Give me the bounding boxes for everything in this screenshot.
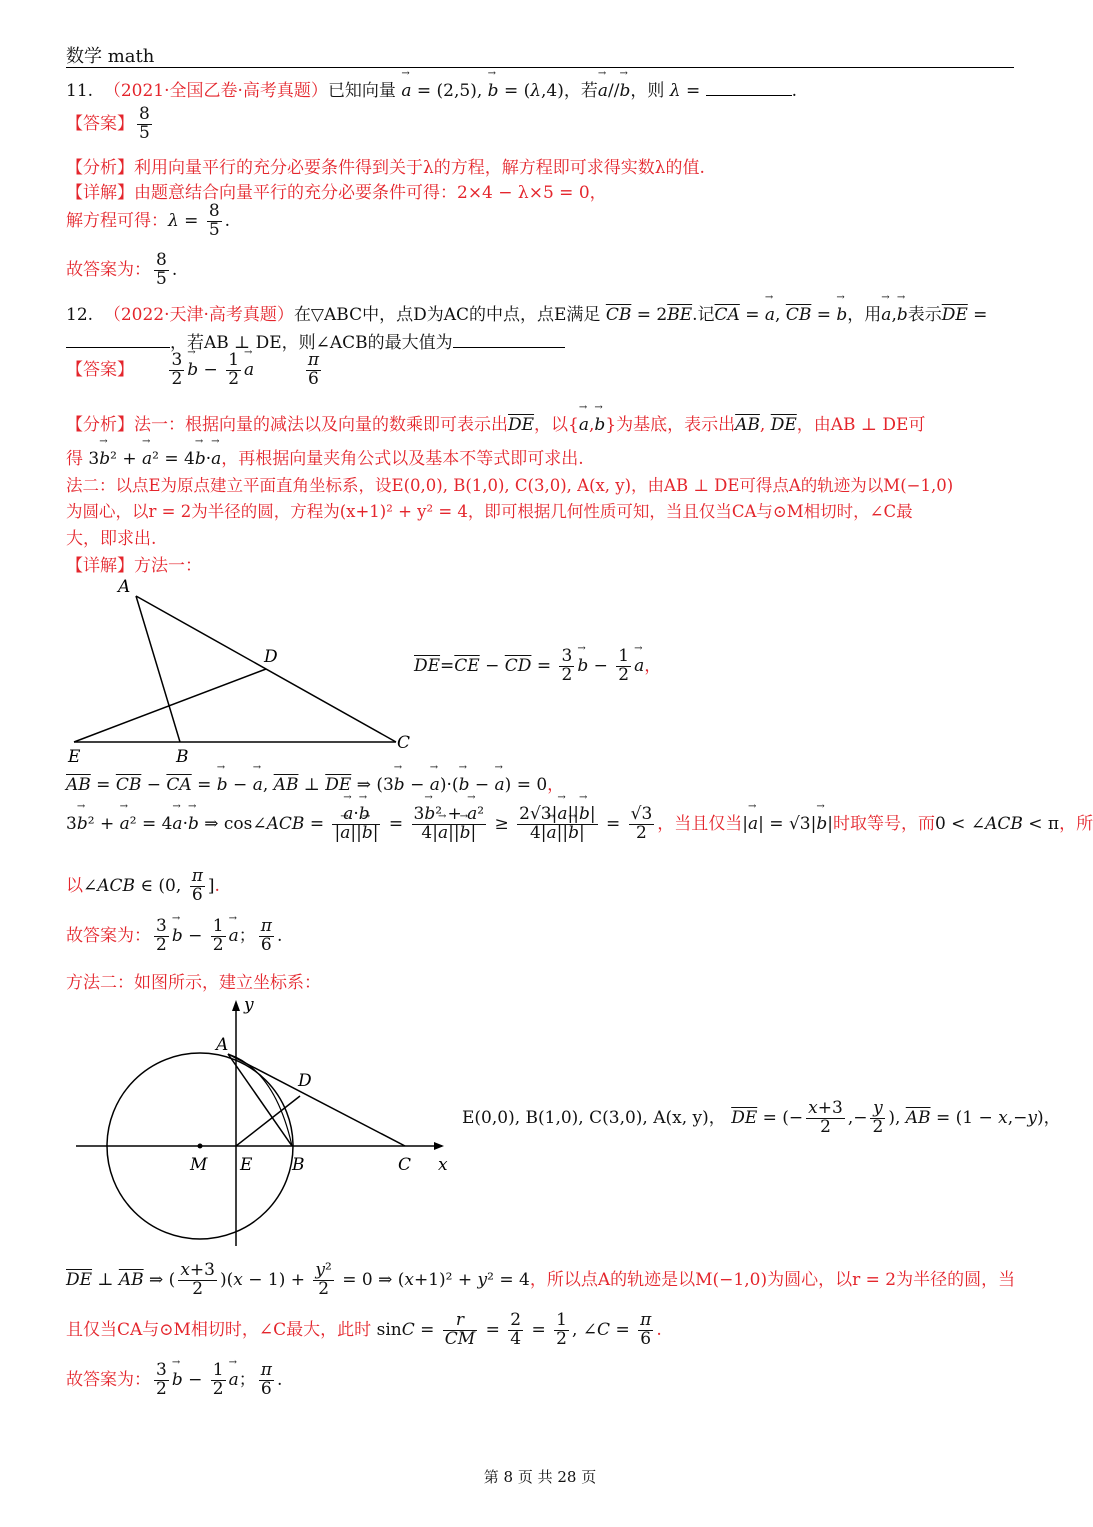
label-B: B (292, 1155, 305, 1175)
circle-figure (60, 990, 460, 1250)
label-D: D (298, 1071, 312, 1091)
q12-analysis-2: 得 3→ b² + → a² = 4→ b·→ a，再根据向量夹角公式以及基本不等式即可求出. (66, 444, 584, 469)
label-A: A (118, 577, 131, 597)
label-y: y (244, 995, 254, 1015)
q11-stem: 11. （2021·全国乙卷·高考真题）已知向量 → a = (2,5), → b = (λ,4)，若→ a//→ b，则 λ = . (66, 76, 797, 101)
q12-de-expression: $\overline{DE}=\overline{CE} - \overline{CD}$ = $\frac{3}{2}$ → b − $\frac{1}{2}$ → a， (414, 648, 661, 685)
q12-stem-line2: ，若AB ⊥ DE，则∠ACB的最大值为 (66, 328, 565, 353)
page-footer: 第 8 页 共 28 页 (483, 1468, 597, 1486)
page-header: 数学 math (66, 46, 155, 67)
header-rule (66, 67, 1014, 68)
label-B: B (176, 747, 189, 767)
label-A: A (216, 1035, 229, 1055)
q11-analysis: 【分析】利用向量平行的充分必要条件得到关于λ的方程，解方程即可求得实数λ的值. (66, 158, 705, 178)
label-E: E (68, 747, 81, 767)
label-E: E (240, 1155, 253, 1175)
q12-analysis-3: 法二：以点E为原点建立平面直角坐标系，设E(0,0), B(1,0), C(3,0), A(x, y)，由AB ⊥ DE可得点A的轨迹为以M(−1,0) (66, 476, 954, 495)
q12-cos-expression: 3→ b² + → a² = 4→ a·→ b ⇒ cos∠ACB = → $\frac{a\cdot\to b}{|\to a||\to b|}$ = $\frac{\text{3→ b² + → a²}}{4|\to a||\to b|}$ ≥ $\frac{2√3|\to a||\to b|}{4|\to a||\to b|}$ = $\frac{√3}{2}$ ，当且仅当|→ a| = √3|→ b|时取等号，而0 < ∠ACB < π，所 (66, 806, 1093, 843)
q12-ab-expression: $\overline{AB} = \overline{CB} - \overline{CA}$ = → b − → a, $\overline{AB}$ ⊥ $\overline{DE}$ ⇒ (3→ b − → a)·(→ b − → a) = 0， (66, 770, 564, 795)
label-C: C (397, 733, 411, 753)
q11-answer: 【答案】 $\frac{8}{5}$ (66, 104, 150, 143)
label-D: D (264, 647, 278, 667)
q12-coords: E(0,0), B(1,0), C(3,0), A(x, y)， $\overline{DE}$ = (− $\frac{x+3}{2}$ ,− $\frac{y}{2}$ ), $\overline{AB} = (1 - x,-y)$， (462, 1098, 1061, 1137)
q11-solve: 解方程可得：λ = $\frac{8}{5}$ . (66, 201, 231, 240)
q12-perp: $\overline{DE}$ ⊥ $\overline{AB}$ ⇒ ( $\frac{x+3}{2}$ )(x − 1) + $\frac{\text{y²}}{2}$ = 0 ⇒ (x+1)² + y² = 4，所以点A的轨迹是以M(−1,0)为圆心，以r = 2为半径的圆，当 (66, 1260, 1016, 1299)
label-M: M (190, 1155, 208, 1175)
q11-detail: 【详解】由题意结合向量平行的充分必要条件可得：2×4 − λ×5 = 0， (66, 183, 607, 203)
q12-range: 以∠ACB ∈ (0, $\frac{\pi}{6}$ ]. (66, 866, 220, 905)
label-x: x (438, 1155, 448, 1175)
q11-final: 故答案为： $\frac{8}{5}$ . (66, 250, 178, 289)
q12-analysis-4: 为圆心，以r = 2为半径的圆，方程为(x+1)² + y² = 4，即可根据几何性质可知，当且仅当CA与⊙M相切时，∠C最 (66, 502, 913, 521)
q12-analysis-1: 【分析】法一：根据向量的减法以及向量的数乘即可表示出$\overline{DE}$，以{→ a,→ b}为基底，表示出$\overline{AB}$, $\overline{DE}$，由AB ⊥ DE可 (66, 410, 925, 435)
q12-method2: 方法二：如图所示，建立坐标系： (66, 973, 321, 993)
q12-final-1: 故答案为： $\frac{3}{2}$ → b − $\frac{1}{2}$ → a； $\frac{\pi}{6}$ . (66, 918, 282, 955)
label-C: C (398, 1155, 412, 1175)
q12-analysis-5: 大，即求出. (66, 529, 157, 549)
q12-tangent: 且仅当CA与⊙M相切时，∠C最大，此时 sinC = $\frac{r}{CM}$ = $\frac{2}{4}$ = $\frac{1}{2}$ , ∠C = $\frac{\pi}{6}$ . (66, 1310, 662, 1349)
q12-stem-line1: 12. （2022·天津·高考真题）在▽ABC中，点D为AC的中点，点E满足 $\overline{CB} = 2\overline{BE}$.记$\overline{CA}$ = → a, $\overline{CB}$ = → b，用→ a,→ b表示$\overline{DE}$ = (66, 300, 987, 325)
triangle-figure (60, 572, 420, 772)
q12-answer: 【答案】 $\frac{3}{2}$ → b − $\frac{1}{2}$ → a $\frac{\pi}{6}$ (66, 352, 324, 389)
q12-method1: 【详解】方法一： (66, 556, 202, 576)
q12-final-2: 故答案为： $\frac{3}{2}$ → b − $\frac{1}{2}$ → a； $\frac{\pi}{6}$ . (66, 1362, 282, 1399)
